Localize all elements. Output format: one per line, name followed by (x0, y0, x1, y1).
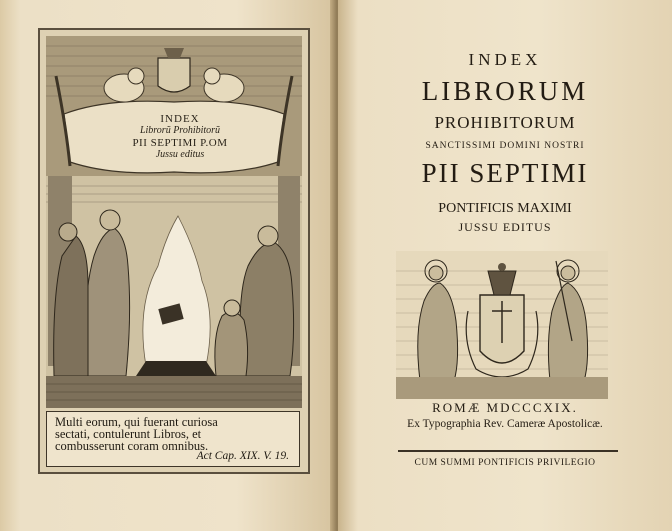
title-pii-septimi: PII SEPTIMI (421, 158, 589, 188)
banner-inscription (100, 113, 260, 161)
privilege-line: CUM SUMMI PONTIFICIS PRIVILEGIO (414, 458, 596, 468)
title-prohibitorum: PROHIBITORUM (434, 113, 576, 132)
banner-line-3: PII SEPTIMI P.OM (132, 137, 228, 149)
imprint-rule (398, 450, 618, 452)
title-vignette-saints-arms (396, 251, 608, 399)
title-jussu-editus: JUSSU EDITUS (458, 220, 552, 234)
caption-line-3: combusserunt coram omnibus. (55, 439, 209, 453)
caption-line-1: Multi eorum, qui fuerant curiosa (55, 415, 218, 429)
book-burning-engraving (46, 36, 302, 408)
banner-line-4: Jussu editus (155, 149, 205, 160)
title-pontificis: PONTIFICIS MAXIMI (438, 201, 572, 216)
papal-arms (158, 58, 190, 92)
frontispiece-engraving (38, 28, 310, 474)
caption-line-2: sectati, contulerunt Libros, et (55, 427, 202, 441)
banner-line-2: Librorũ Prohibitorũ (139, 125, 221, 136)
title-sanctissimi: SANCTISSIMI DOMINI NOSTRI (425, 141, 585, 151)
imprint-place-date: ROMÆ MDCCCXIX. (432, 400, 578, 415)
engraving-caption (46, 411, 300, 467)
caption-reference: Act Cap. XIX. V. 19. (196, 450, 289, 462)
banner-line-1: INDEX (160, 113, 200, 125)
imprint-printer: Ex Typographia Rev. Cameræ Apostolicæ. (407, 418, 603, 430)
title-librorum: LIBRORUM (421, 76, 589, 106)
title-index: INDEX (468, 50, 542, 69)
